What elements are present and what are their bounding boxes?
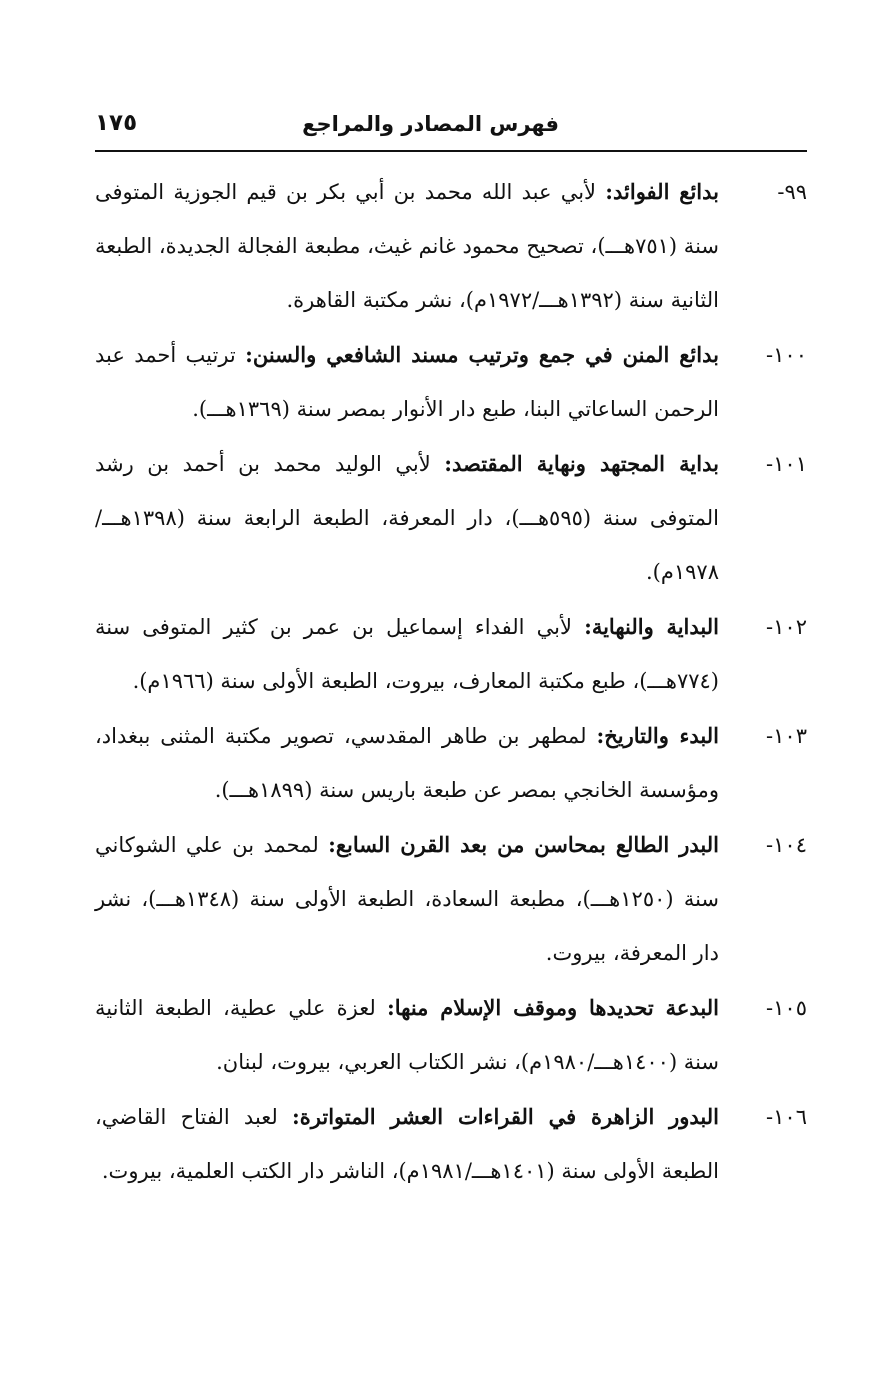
entry-text: ترتيب أحمد عبد الرحمن الساعاتي البنا، طبع دار الأنوار بمصر سنة (١٣٦٩هـــ).: [95, 343, 719, 421]
entry-text: لمطهر بن طاهر المقدسي، تصوير مكتبة المثنى ببغداد، ومؤسسة الخانجي بمصر عن طبعة باريس سنة (١٨٩٩هـــ).: [95, 724, 719, 802]
entry-number: ٩٩-: [777, 180, 807, 204]
entry-number: ١٠١-: [766, 452, 807, 476]
entry-number: ١٠٤-: [766, 833, 807, 857]
entry-title: البدر الطالع بمحاسن من بعد القرن السابع:: [328, 832, 719, 857]
entry-text: لمحمد بن علي الشوكاني سنة (١٢٥٠هـــ)، مطبعة السعادة، الطبعة الأولى سنة (١٣٤٨هـــ)، نشر دار المعرفة، بيروت.: [95, 833, 720, 965]
bibliography-entry: [95, 165, 807, 327]
entry-body: [95, 165, 719, 327]
entry-body: [95, 437, 719, 599]
bibliography-entry: [95, 328, 807, 436]
header-rule: [95, 150, 807, 152]
entry-body: [95, 328, 719, 436]
entry-title: البداية والنهاية:: [584, 614, 719, 639]
entry-number: ١٠٣-: [766, 724, 807, 748]
entry-number: ١٠٢-: [766, 615, 807, 639]
bibliography-entry: [95, 818, 807, 980]
entry-title: بدائع المنن في جمع وترتيب مسند الشافعي والسنن:: [245, 342, 719, 367]
page-title: فهرس المصادر والمراجع: [302, 112, 559, 136]
bibliography-list: [95, 165, 807, 1199]
bibliography-entry: [95, 709, 807, 817]
entry-body: [95, 709, 719, 817]
entry-text: لأبي عبد الله محمد بن أبي بكر بن قيم الجوزية المتوفى سنة (٧٥١هـــ)، تصحيح محمود غانم غيث، مطبعة الفجالة الجديدة، الطبعة الثانية سنة (١٣٩٢هـــ/١٩٧٢م)، نشر مكتبة القاهرة.: [95, 180, 719, 312]
entry-text: لأبي الفداء إسماعيل بن عمر بن كثير المتوفى سنة (٧٧٤هـــ)، طبع مكتبة المعارف، بيروت، الطبعة الأولى سنة (١٩٦٦م).: [95, 615, 719, 693]
page-number: ١٧٥: [95, 110, 138, 136]
entry-title: البدعة تحديدها وموقف الإسلام منها:: [387, 995, 719, 1020]
entry-title: البدور الزاهرة في القراءات العشر المتواترة:: [292, 1104, 719, 1129]
bibliography-entry: [95, 437, 807, 599]
entry-body: [95, 1090, 719, 1198]
entry-text: لأبي الوليد محمد بن أحمد بن رشد المتوفى سنة (٥٩٥هـــ)، دار المعرفة، الطبعة الرابعة سنة (١٣٩٨هـــ/ ١٩٧٨م).: [95, 452, 719, 584]
entry-number: ١٠٥-: [766, 996, 807, 1020]
entry-title: البدء والتاريخ:: [596, 723, 719, 748]
bibliography-entry: [95, 981, 807, 1089]
entry-number: ١٠٠-: [766, 343, 807, 367]
entry-title: بداية المجتهد ونهاية المقتصد:: [444, 451, 719, 476]
entry-text: لعزة علي عطية، الطبعة الثانية سنة (١٤٠٠هـــ/١٩٨٠م)، نشر الكتاب العربي، بيروت، لبنان.: [95, 996, 719, 1074]
entry-body: [95, 600, 719, 708]
entry-body: [95, 981, 719, 1089]
entry-body: [95, 818, 719, 980]
entry-text: لعبد الفتاح القاضي، الطبعة الأولى سنة (١٤٠١هـــ/١٩٨١م)، الناشر دار الكتب العلمية، بيروت.: [95, 1105, 719, 1183]
running-header: [95, 108, 807, 148]
entry-number: ١٠٦-: [766, 1105, 807, 1129]
entry-title: بدائع الفوائد:: [605, 179, 719, 204]
bibliography-entry: [95, 1090, 807, 1198]
bibliography-entry: [95, 600, 807, 708]
